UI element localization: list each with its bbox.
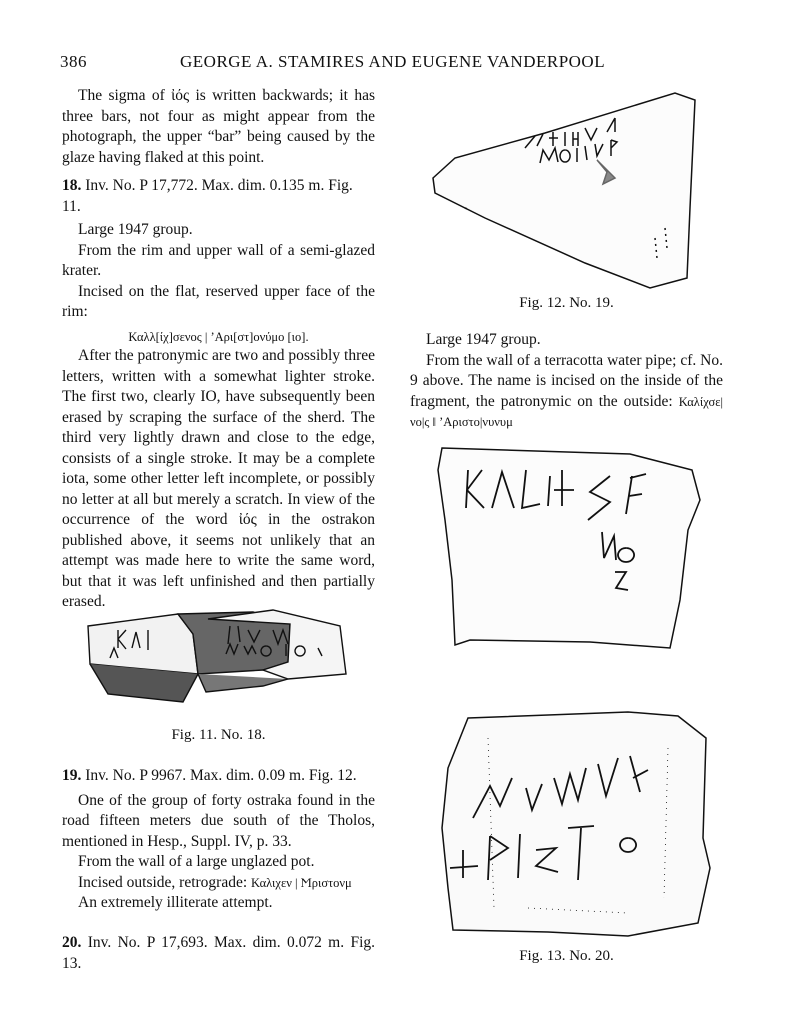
- entry-group: Large 1947 group.: [426, 331, 541, 348]
- entry-incision: Incised outside, retrograde: Καλιχεν | Ϻριστονμ: [78, 873, 352, 891]
- figure-13-outside-drawing: [430, 440, 715, 655]
- entry-incision: Incised on the flat, reserved upper face of the rim:: [62, 282, 375, 320]
- intro-paragraph: The sigma of ἰός is written backwards; it has three bars, not four as might appear from the photograph, the upper “bar” being caused by the glaze having flaked at this point.: [62, 87, 375, 166]
- entry-group: Large 1947 group.: [78, 221, 193, 238]
- figure-11-caption: Fig. 11. No. 18.: [171, 727, 266, 743]
- figure-13-caption: Fig. 13. No. 20.: [519, 948, 614, 964]
- entry-heading: Inv. No. P 17,693. Max. dim. 0.072 m. Fig. 13.: [62, 934, 375, 972]
- entry-heading: Inv. No. P 9967. Max. dim. 0.09 m. Fig. 12.: [85, 767, 357, 784]
- figure-12-drawing: [425, 88, 725, 293]
- entry-heading: Inv. No. P 17,772. Max. dim. 0.135 m. Fig. 11.: [62, 177, 353, 215]
- running-head-authors: GEORGE A. STAMIRES AND EUGENE VANDERPOOL: [180, 52, 606, 71]
- greek-transcription: Καλίχσε|νο|ς ‖ ’Αριστο|νυνυμ: [410, 394, 723, 429]
- entry-material: From the wall of a large unglazed pot.: [78, 853, 315, 870]
- figure-12-caption: Fig. 12. No. 19.: [519, 295, 614, 311]
- entry-number: 19.: [62, 767, 82, 784]
- entry-number: 18.: [62, 177, 82, 194]
- entry-provenance: From the rim and upper wall of a semi-glazed krater.: [62, 241, 375, 279]
- figure-11-drawing: [78, 604, 353, 714]
- entry-18: [62, 176, 375, 347]
- entry-19: [62, 766, 375, 914]
- greek-transcription: Καλλ[ίχ]σενος | ’Αρι[στ]ονύμο [ιο].: [128, 329, 309, 344]
- entry-provenance: From the wall of a terracotta water pipe; cf. No. 9 above. The name is incised on the inside of the fragment, the patronymic on the outside: Καλίχσε|νο|ς ‖ ’Αριστο|νυνυμ: [410, 351, 723, 429]
- entry-20-body: [410, 330, 723, 433]
- page-number: 386: [60, 52, 87, 71]
- entry-comment: An extremely illiterate attempt.: [78, 894, 273, 911]
- greek-transcription: Καλιχεν | Ϻριστονμ: [251, 875, 352, 890]
- entry-provenance: One of the group of forty ostraka found in the road fifteen meters due south of the Tholos, mentioned in Hesp., Suppl. IV, p. 33.: [62, 791, 375, 850]
- entry-20: [62, 933, 375, 974]
- figure-13-inside-drawing: [428, 708, 718, 943]
- entry-18-discussion: After the patronymic are two and possibly three letters, written with a somewhat lighter stroke. The first two, clearly IO, have subsequently been erased by scraping the surface of the sherd. The third very lightly drawn and close to the edge, consists of a single stroke. It may be a complete iota, some other letter left incomplete, or possibly no letter at all but merely a scratch. In view of the occurrence of the word ἰός in the ostrakon published above, it seems not unlikely that an attempt was made here to write the same word, but that it was left unfinished and then partially erased.: [62, 347, 375, 610]
- entry-number: 20.: [62, 934, 82, 951]
